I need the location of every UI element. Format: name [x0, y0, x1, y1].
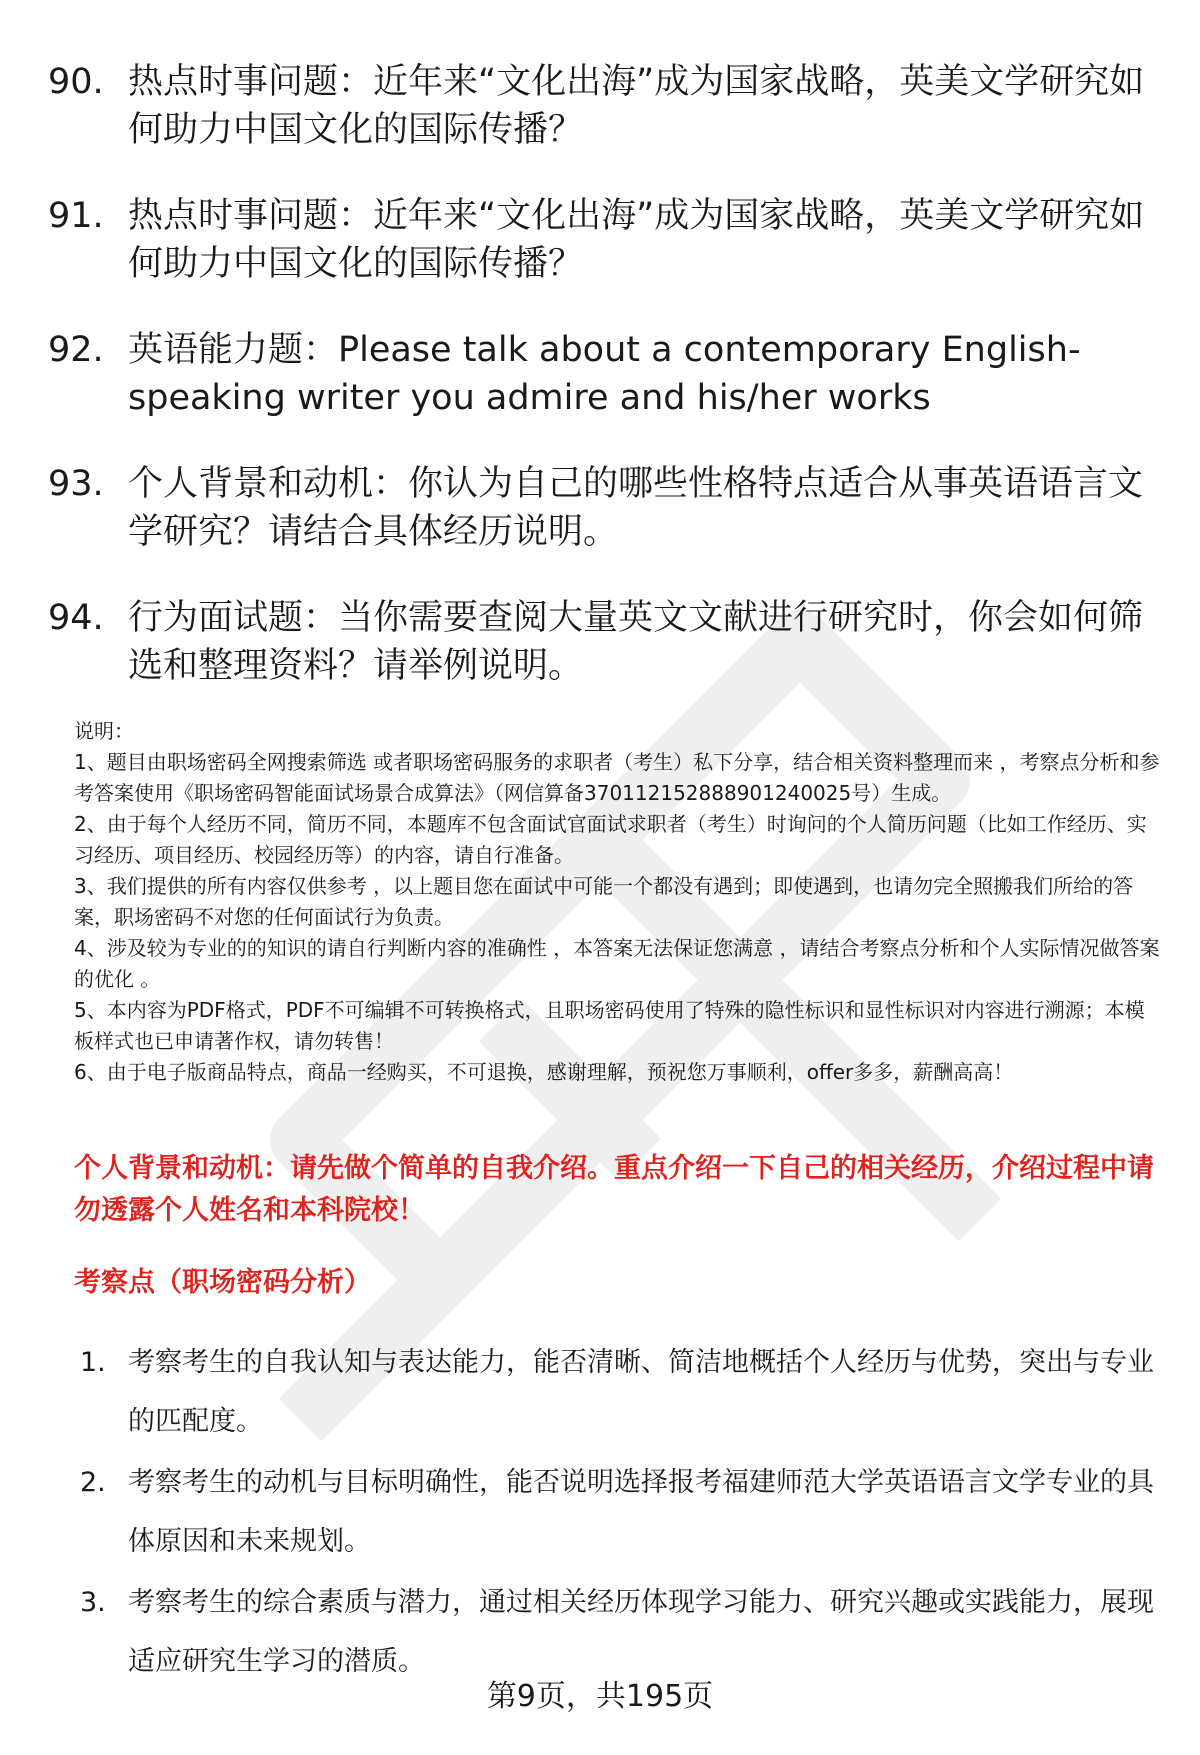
question-item: [48, 192, 1158, 288]
point-number: 1.: [80, 1347, 106, 1378]
note-item: 6、由于电子版商品特点，商品一经购买，不可退换，感谢理解，预祝您万事顺利，offer多多，薪酬高高！: [74, 1060, 1014, 1084]
analysis-heading: 考察点（职场密码分析）: [74, 1267, 371, 1298]
analysis-point: [80, 1573, 1160, 1691]
note-item: 5、本内容为PDF格式，PDF不可编辑不可转换格式，且职场密码使用了特殊的隐性标识和显性标识对内容进行溯源；本模板样式也已申请著作权，请勿转售！: [74, 998, 1145, 1053]
note-item: 3、我们提供的所有内容仅供参考 ，以上题目您在面试中可能一个都没有遇到；即使遇到，也请勿完全照搬我们所给的答案，职场密码不对您的任何面试行为负责。: [74, 874, 1134, 929]
question-text: 英语能力题：Please talk about a contemporary English-speaking writer you admire and his/her works: [128, 330, 1081, 418]
question-item: [48, 58, 1158, 154]
note-item: 1、题目由职场密码全网搜索筛选 或者职场密码服务的求职者（考生）私下分享，结合相关资料整理而来 ，考察点分析和参考答案使用《职场密码智能面试场景合成算法》（网信算备370112152888901240025号）生成。: [74, 750, 1160, 805]
question-number: 91.: [48, 196, 104, 236]
question-number: 93.: [48, 464, 104, 504]
question-item: [48, 326, 1158, 422]
analysis-point-list: [80, 1333, 1160, 1693]
question-list: [48, 58, 1158, 728]
question-text: 个人背景和动机：你认为自己的哪些性格特点适合从事英语语言文学研究？请结合具体经历说明。: [128, 464, 1144, 552]
note-item: 4、涉及较为专业的的知识的请自行判断内容的准确性 ，本答案无法保证您满意 ，请结合考察点分析和个人实际情况做答案的优化 。: [74, 936, 1160, 991]
featured-question: 个人背景和动机：请先做个简单的自我介绍。重点介绍一下自己的相关经历，介绍过程中请勿透露个人姓名和本科院校！: [74, 1153, 1154, 1226]
question-text: 热点时事问题：近年来“文化出海”成为国家战略，英美文学研究如何助力中国文化的国际传播？: [128, 62, 1145, 150]
point-text: 考察考生的自我认知与表达能力，能否清晰、简洁地概括个人经历与优势，突出与专业的匹配度。: [128, 1347, 1154, 1437]
question-item: [48, 594, 1158, 690]
question-text: 行为面试题：当你需要查阅大量英文文献进行研究时，你会如何筛选和整理资料？请举例说明。: [128, 598, 1144, 686]
notes-title: 说明：: [74, 719, 134, 743]
page-footer: 第9页，共195页: [486, 1679, 714, 1714]
notes-block: [74, 716, 1164, 1088]
point-number: 3.: [80, 1587, 106, 1618]
point-number: 2.: [80, 1467, 106, 1498]
question-number: 94.: [48, 598, 104, 638]
question-number: 90.: [48, 62, 104, 102]
analysis-point: [80, 1453, 1160, 1571]
question-number: 92.: [48, 330, 104, 370]
analysis-point: [80, 1333, 1160, 1451]
point-text: 考察考生的动机与目标明确性，能否说明选择报考福建师范大学英语语言文学专业的具体原因和未来规划。: [128, 1467, 1154, 1557]
question-item: [48, 460, 1158, 556]
question-text: 热点时事问题：近年来“文化出海”成为国家战略，英美文学研究如何助力中国文化的国际传播？: [128, 196, 1145, 284]
point-text: 考察考生的综合素质与潜力，通过相关经历体现学习能力、研究兴趣或实践能力，展现适应研究生学习的潜质。: [128, 1587, 1154, 1677]
note-item: 2、由于每个人经历不同，简历不同，本题库不包含面试官面试求职者（考生）时询问的个人简历问题（比如工作经历、实习经历、项目经历、校园经历等）的内容，请自行准备。: [74, 812, 1147, 867]
